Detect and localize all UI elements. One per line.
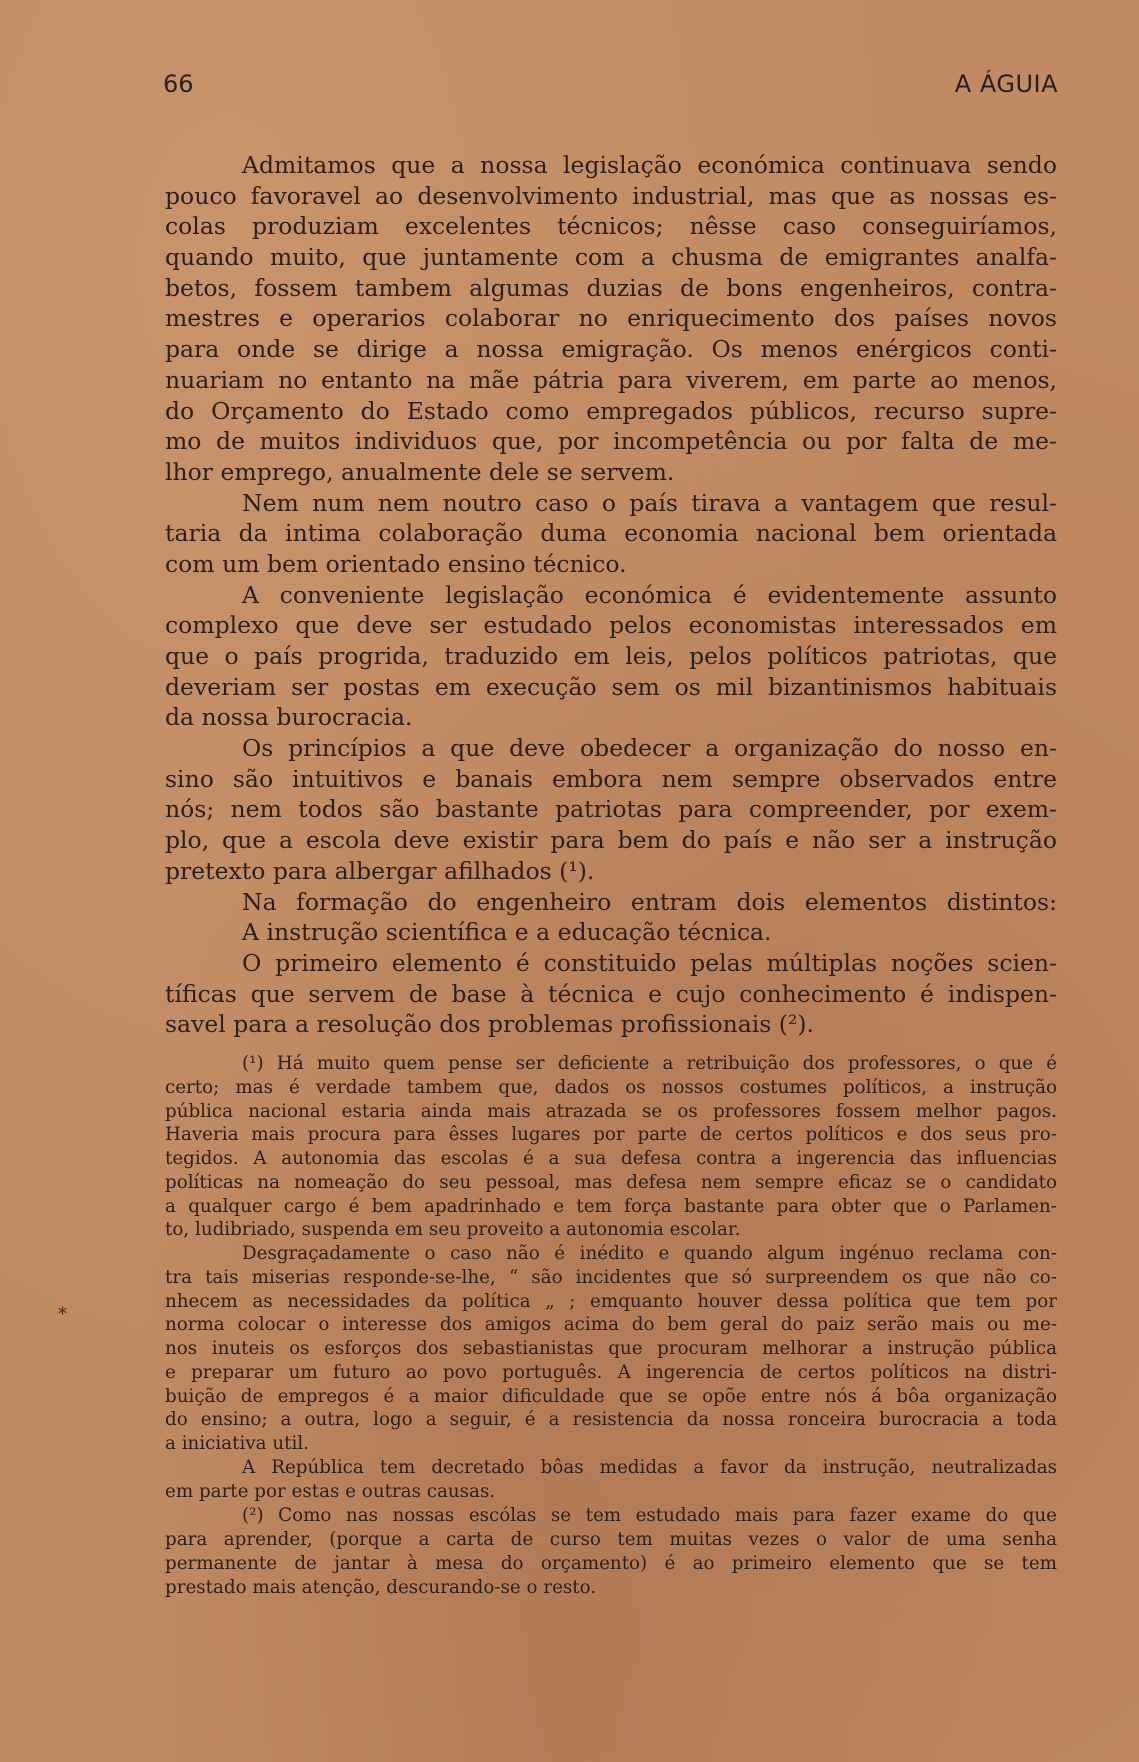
text-line: que o país progrida, traduzido em leis, pelos políticos patriotas, que (165, 642, 1057, 670)
footnote-line: certo; mas é verdade tambem que, dados os nossos costumes políticos, a instrução (165, 1076, 1057, 1098)
text-line: tíficas que servem de base à técnica e cujo conhecimento é indispen- (165, 979, 1057, 1008)
text-line: O primeiro elemento é constituido pelas múltiplas noções scien- (242, 948, 1057, 977)
footnote-line: em parte por estas e outras causas. (165, 1480, 496, 1502)
running-title: A ÁGUIA (954, 70, 1058, 98)
text-line: com um bem orientado ensino técnico. (165, 549, 627, 578)
footnote-line: nos inuteis os esforços dos sebastianistas que procuram melhorar a instrução pública (165, 1338, 1057, 1359)
text-line: nuariam no entanto na mãe pátria para viverem, em parte ao menos, (165, 365, 1057, 394)
main-text (165, 150, 1057, 1040)
text-line: A instrução scientífica e a educação técnica. (242, 918, 772, 947)
text-line: Admitamos que a nossa legislação económica continuava sendo (242, 151, 1057, 179)
footnote-line: Desgraçadamente o caso não é inédito e quando algum ingénuo reclama con- (242, 1243, 1057, 1264)
margin-mark: * (58, 1304, 67, 1325)
text-line: mestres e operarios colaborar no enriquecimento dos países novos (165, 304, 1057, 333)
footnote-line: a iniciativa util. (165, 1433, 310, 1454)
footnote-line: A República tem decretado bôas medidas a favor da instrução, neutralizadas (242, 1456, 1057, 1478)
footnote-line: buição de empregos é a maior dificuldade que se opõe entre nós á bôa organização (165, 1385, 1057, 1407)
footnote-line: tegidos. A autonomia das escolas é a sua defesa contra a ingerencia das influencias (165, 1148, 1057, 1169)
footnote-line: (²) Como nas nossas escólas se tem estudado mais para fazer exame do que (242, 1505, 1057, 1527)
text-line: complexo que deve ser estudado pelos economistas interessados em (165, 611, 1057, 640)
footnote-line: Haveria mais procura para êsses lugares por parte de certos políticos e dos seus pro- (165, 1124, 1057, 1146)
text-line: da nossa burocracia. (165, 703, 413, 732)
footnote-line: a qualquer cargo é bem apadrinhado e tem força bastante para obter que o Parlamen- (165, 1195, 1057, 1217)
footnote-line: do ensino; a outra, logo a seguir, é a resistencia da nossa ronceira burocracia a toda (165, 1409, 1057, 1431)
footnote-line: norma colocar o interesse dos amigos acima do bem geral do paiz serão mais ou me- (165, 1314, 1057, 1336)
footnote-line: para aprender, (porque a carta de curso tem muitas vezes o valor de uma senha (165, 1529, 1057, 1550)
page-header (163, 70, 1058, 110)
text-line: A conveniente legislação económica é evidentemente assunto (242, 580, 1057, 609)
text-line: lhor emprego, anualmente dele se servem. (165, 457, 675, 486)
footnote-line: tra tais miserias responde-se-lhe, “ são incidentes que só surpreendem os que não co- (165, 1266, 1057, 1288)
text-line: plo, que a escola deve existir para bem do país e não ser a instrução (165, 826, 1057, 855)
text-line: betos, fossem tambem algumas duzias de bons engenheiros, contra- (165, 273, 1057, 302)
text-line: taria da intima colaboração duma economia nacional bem orientada (165, 519, 1057, 548)
text-line: deveriam ser postas em execução sem os mil bizantinismos habituais (165, 672, 1057, 701)
footnote-line: permanente de jantar à mesa do orçamento) é ao primeiro elemento que se tem (165, 1552, 1057, 1574)
text-line: nós; nem todos são bastante patriotas para compreender, por exem- (165, 795, 1057, 824)
footnotes (165, 1052, 1057, 1599)
footnote-line: (¹) Há muito quem pense ser deficiente a retribuição dos professores, o que é (242, 1053, 1057, 1074)
footnote-line: prestado mais atenção, descurando-se o resto. (165, 1576, 597, 1598)
text-line: Na formação do engenheiro entram dois elementos distintos: (242, 887, 1057, 916)
footnote-line: políticas na nomeação do seu pessoal, mas defesa nem sempre eficaz se o candidato (165, 1171, 1057, 1193)
text-line: Nem num nem noutro caso o país tirava a vantagem que resul- (242, 488, 1057, 517)
footnote-line: to, ludibriado, suspenda em seu proveito a autonomia escolar. (165, 1219, 741, 1241)
text-line: colas produziam excelentes técnicos; nêsse caso conseguiríamos, (165, 212, 1057, 241)
footnote-line: pública nacional estaria ainda mais atrazada se os professores fossem melhor pagos. (165, 1100, 1057, 1122)
footnote-line: e preparar um futuro ao povo português. A ingerencia de certos políticos na distri- (165, 1361, 1057, 1383)
text-line: sino são intuitivos e banais embora nem sempre observados entre (165, 764, 1057, 793)
page-number: 66 (163, 70, 194, 98)
text-line: do Orçamento do Estado como empregados públicos, recurso supre- (165, 396, 1057, 425)
text-line: pretexto para albergar afilhados (¹). (165, 856, 595, 885)
text-line: quando muito, que juntamente com a chusma de emigrantes analfa- (165, 243, 1057, 272)
text-line: para onde se dirige a nossa emigração. Os menos enérgicos conti- (165, 335, 1057, 364)
text-line: savel para a resolução dos problemas profissionais (²). (165, 1010, 815, 1039)
text-line: pouco favoravel ao desenvolvimento industrial, mas que as nossas es- (165, 181, 1057, 210)
footnote-line: nhecem as necessidades da política „ ; emquanto houver dessa política que tem por (165, 1290, 1057, 1312)
text-line: mo de muitos individuos que, por incompetência ou por falta de me- (165, 427, 1057, 456)
text-line: Os princípios a que deve obedecer a organização do nosso en- (242, 734, 1057, 763)
